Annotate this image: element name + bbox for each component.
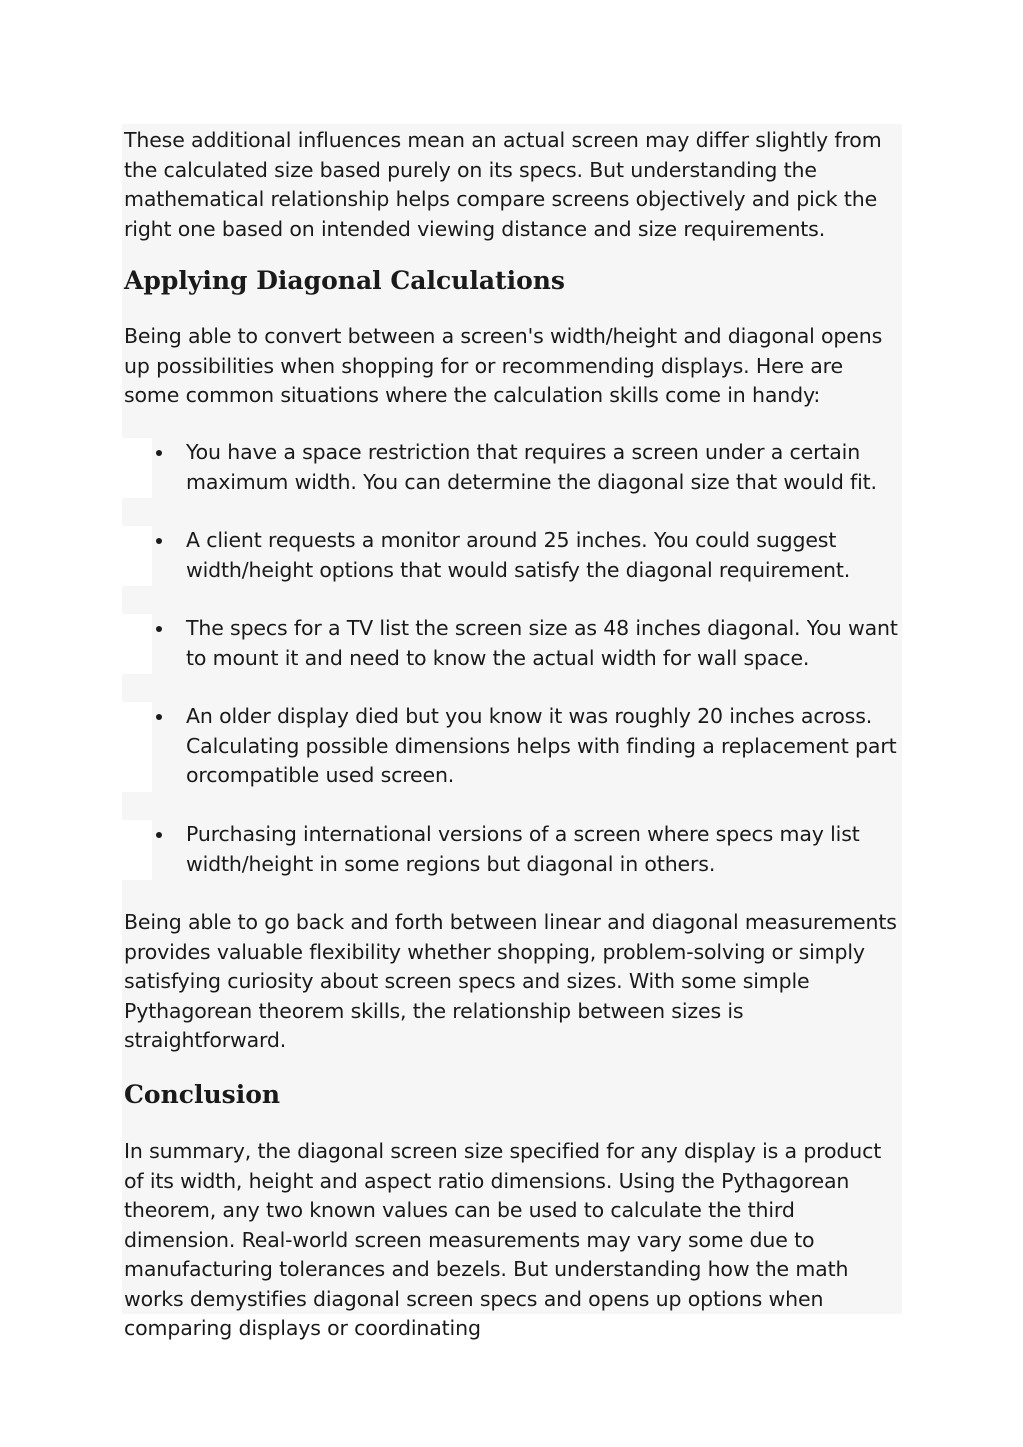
list-gutter [122, 820, 152, 880]
list-item-text: Purchasing international versions of a screen where specs may list width/height in some regions but diagonal in others. [186, 822, 860, 876]
section-heading-conclusion: Conclusion [124, 1080, 281, 1109]
list-item-text: The specs for a TV list the screen size as 48 inches diagonal. You want to mount it and need to know the actual width for wall space. [186, 616, 898, 670]
intro-paragraph: These additional influences mean an actual screen may differ slightly from the calculated size based purely on its specs. But understanding the mathematical relationship helps compare screens objectively and pick the right one based on intended viewing distance and size requirements. [124, 128, 882, 241]
bullet-icon [156, 626, 162, 632]
applying-lead-paragraph: Being able to convert between a screen's width/height and diagonal opens up possibilities when shopping for or recommending displays. Here are some common situations where the calculation skills come in handy: [124, 324, 883, 407]
bullet-icon [156, 832, 162, 838]
list-item-text: A client requests a monitor around 25 inches. You could suggest width/height options that would satisfy the diagonal requirement. [186, 528, 851, 582]
list-item-text: An older display died but you know it was roughly 20 inches across. Calculating possible dimensions helps with finding a replacement part orcompatible used screen. [186, 704, 897, 787]
section-heading-applying: Applying Diagonal Calculations [124, 266, 566, 295]
list-item [122, 820, 902, 880]
bullet-icon [156, 714, 162, 720]
bullet-icon [156, 450, 162, 456]
applying-closing-paragraph: Being able to go back and forth between linear and diagonal measurements provides valuable flexibility whether shopping, problem-solving or simply satisfying curiosity about screen specs and sizes. With some simple Pythagorean theorem skills, the relationship between sizes is straightforward. [124, 910, 897, 1052]
list-gutter [122, 438, 152, 498]
conclusion-paragraph: In summary, the diagonal screen size specified for any display is a product of its width, height and aspect ratio dimensions. Using the Pythagorean theorem, any two known values can be used to calculate the third dimension. Real-world screen measurements may vary some due to manufacturing tolerances and bezels. But understanding how the math works demystifies diagonal screen specs and opens up options when comparing displays or coordinating [124, 1139, 882, 1340]
content-block [122, 124, 902, 1340]
bullet-icon [156, 538, 162, 544]
list-gutter [122, 526, 152, 586]
list-item-text: You have a space restriction that requires a screen under a certain maximum width. You can determine the diagonal size that would fit. [186, 440, 877, 494]
list-gutter [122, 614, 152, 674]
list-item [122, 702, 902, 792]
list-item [122, 438, 902, 498]
list-item [122, 526, 902, 586]
list-gutter [122, 702, 152, 792]
list-item [122, 614, 902, 674]
